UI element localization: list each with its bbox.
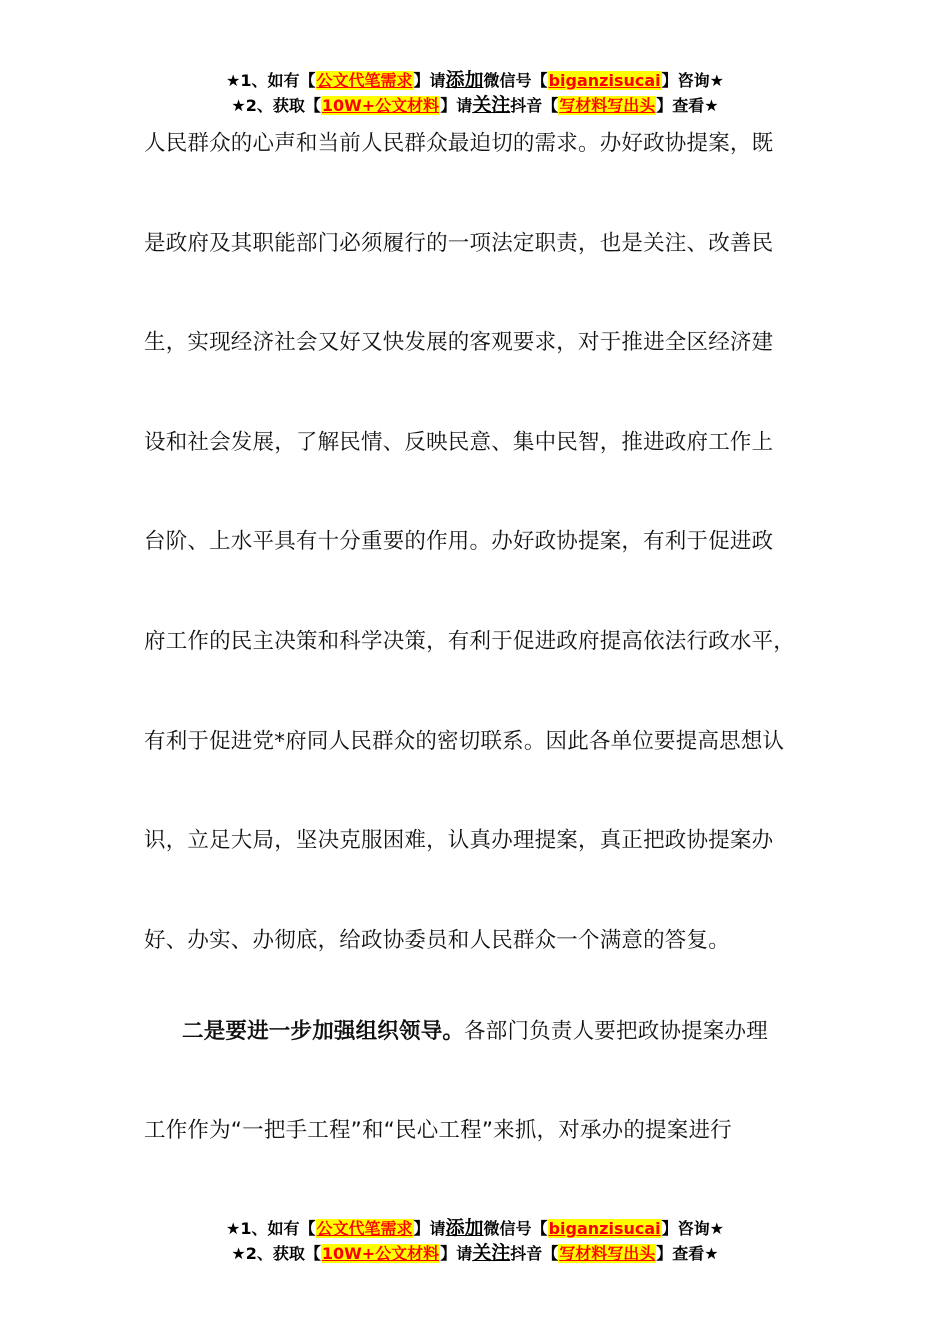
highlight-wechat-id: biganzisucai — [548, 1219, 661, 1238]
highlight-materials: 10W+公文材料 — [321, 96, 440, 115]
banner-line-2 — [0, 93, 950, 118]
banner-emphasis: 关注 — [472, 1242, 511, 1264]
banner-text: 】查看★ — [656, 96, 719, 115]
footer-line-1 — [0, 1216, 950, 1241]
banner-text: 】请 — [413, 71, 446, 90]
body-line-1: 人民群众的心声和当前人民群众最迫切的需求。办好政协提案，既 — [144, 131, 774, 156]
banner-emphasis: 添加 — [445, 1217, 484, 1239]
header-banner — [0, 68, 950, 118]
banner-text: 】查看★ — [656, 1244, 719, 1263]
banner-text: ★2、获取【 — [231, 96, 321, 115]
banner-text: 抖音【 — [510, 96, 559, 115]
banner-text: 】请 — [440, 96, 473, 115]
highlight-service: 公文代笔需求 — [316, 1219, 413, 1238]
banner-text: 】咨询★ — [661, 71, 724, 90]
paragraph-2-line-2: 工作作为“一把手工程”和“民心工程”来抓，对承办的提案进行 — [144, 1118, 732, 1143]
banner-text: ★1、如有【 — [226, 71, 316, 90]
paragraph-2-text: 各部门负责人要把政协提案办理 — [464, 1019, 768, 1044]
paragraph-2-heading: 二是要进一步加强组织领导。 — [182, 1019, 465, 1044]
highlight-service: 公文代笔需求 — [316, 71, 413, 90]
highlight-wechat-id: biganzisucai — [548, 71, 661, 90]
banner-line-1 — [0, 68, 950, 93]
body-line-4: 设和社会发展，了解民情、反映民意、集中民智，推进政府工作上 — [144, 430, 774, 455]
body-line-8: 识，立足大局，坚决克服困难，认真办理提案，真正把政协提案办 — [144, 828, 774, 853]
body-line-3: 生，实现经济社会又好又快发展的客观要求，对于推进全区经济建 — [144, 330, 774, 355]
highlight-douyin-id: 写材料写出头 — [559, 1244, 656, 1263]
body-line-2: 是政府及其职能部门必须履行的一项法定职责，也是关注、改善民 — [144, 231, 774, 256]
highlight-materials: 10W+公文材料 — [321, 1244, 440, 1263]
banner-text: 微信号【 — [483, 71, 548, 90]
body-line-7: 有利于促进党*府同人民群众的密切联系。因此各单位要提高思想认 — [144, 729, 785, 754]
banner-text: 】请 — [413, 1219, 446, 1238]
banner-text: ★2、获取【 — [231, 1244, 321, 1263]
banner-text: 】咨询★ — [661, 1219, 724, 1238]
banner-text: 微信号【 — [483, 1219, 548, 1238]
footer-banner — [0, 1216, 950, 1266]
banner-emphasis: 关注 — [472, 94, 511, 116]
banner-emphasis: 添加 — [445, 69, 484, 91]
banner-text: ★1、如有【 — [226, 1219, 316, 1238]
banner-text: 抖音【 — [510, 1244, 559, 1263]
body-line-6: 府工作的民主决策和科学决策，有利于促进政府提高依法行政水平， — [144, 629, 796, 654]
body-line-9: 好、办实、办彻底，给政协委员和人民群众一个满意的答复。 — [144, 928, 730, 953]
footer-line-2 — [0, 1241, 950, 1266]
body-line-5: 台阶、上水平具有十分重要的作用。办好政协提案，有利于促进政 — [144, 529, 774, 554]
banner-text: 】请 — [440, 1244, 473, 1263]
paragraph-2-line-1 — [182, 1017, 768, 1047]
highlight-douyin-id: 写材料写出头 — [559, 96, 656, 115]
